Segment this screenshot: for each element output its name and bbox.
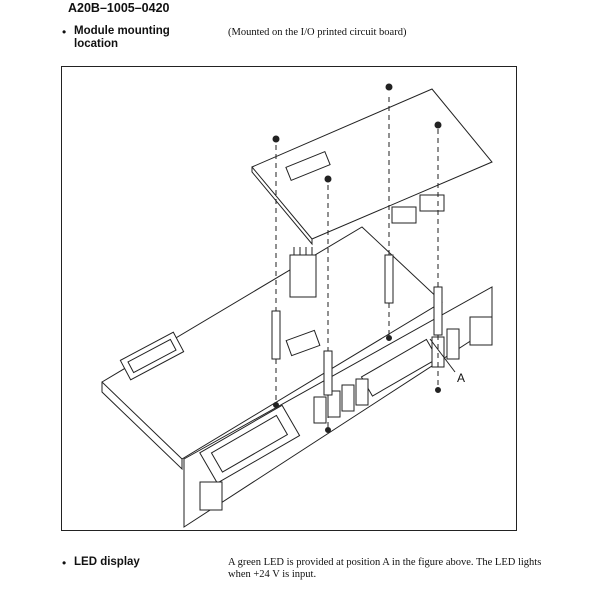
callout-label-a: A [457, 371, 466, 385]
part-number-heading: A20B–1005–0420 [68, 1, 170, 15]
screw [273, 136, 279, 142]
assembly-drawing [62, 67, 518, 532]
mounting-description: (Mounted on the I/O printed circuit board) [228, 27, 407, 38]
daughter-module-board [252, 89, 492, 239]
led-section-heading [62, 556, 194, 570]
standoff [272, 311, 280, 359]
mounting-section-heading [62, 25, 194, 51]
ejector-handle-left [200, 482, 222, 510]
mounting-label: Module mounting location [74, 25, 170, 50]
module-mounting-figure [61, 66, 517, 531]
bullet-icon: • [62, 25, 67, 39]
led-description: A green LED is provided at position A in the figure above. The LED lights when +24 V is input. [228, 557, 542, 580]
bullet-icon: • [62, 556, 67, 570]
ejector-handle [470, 317, 492, 345]
header-connector [290, 255, 316, 297]
led-label: LED display [74, 556, 140, 568]
